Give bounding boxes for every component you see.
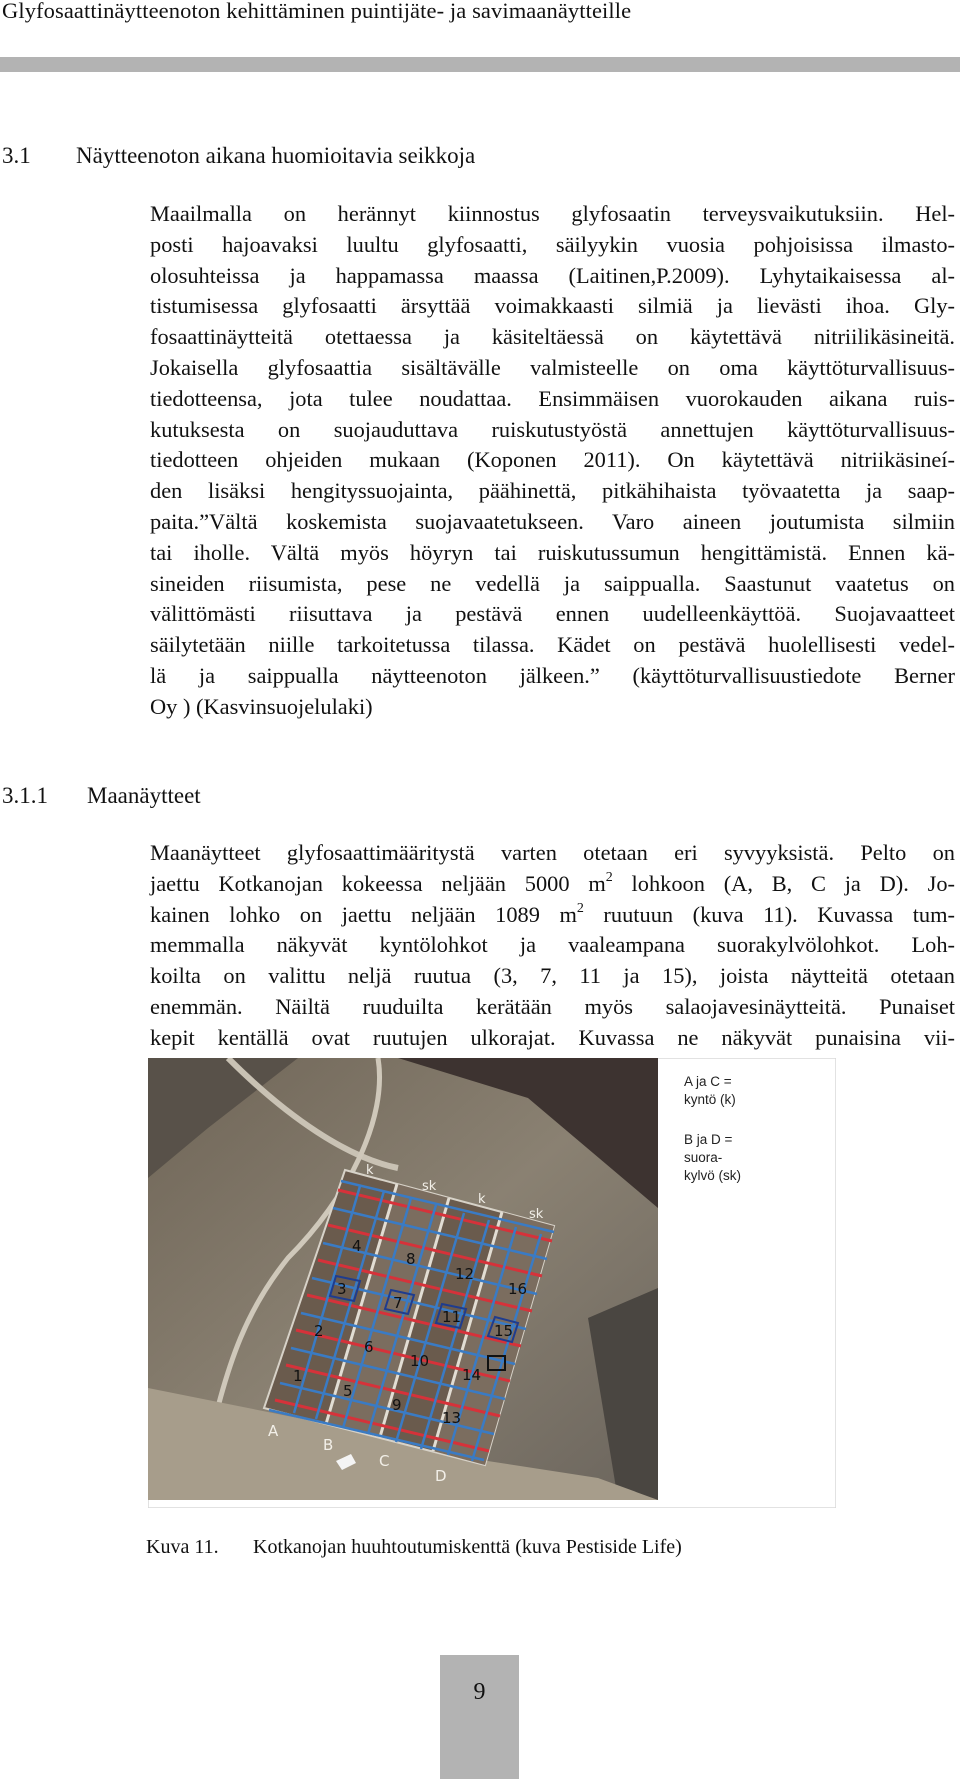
tillage-label: sk <box>422 1179 437 1194</box>
plot-label: 13 <box>442 1409 462 1427</box>
plot-label: 14 <box>462 1366 482 1384</box>
running-header: Glyfosaattinäytteenoton kehittäminen puintijäte- ja savimaanäytteille <box>2 0 632 23</box>
block-label: B <box>323 1436 334 1454</box>
subsection-number: 3.1.1 <box>2 783 48 808</box>
caption-text: Kotkanojan huuhtoutumiskenttä (kuva Pestiside Life) <box>253 1536 682 1558</box>
caption-number: Kuva 11. <box>146 1536 219 1558</box>
text-line: olosuhteissa ja happamassa maassa (Laitinen,P.2009). Lyhytaikaisessa al- <box>150 262 955 288</box>
text-line: fosaattinäytteitä otettaessa ja käsiteltäessä on käytettävä nitriilikäsineitä. <box>150 324 955 350</box>
subsection-title: Maanäytteet <box>87 783 201 808</box>
text-line: paita.”Vältä koskemista suojavaatetukseen. Varo aineen joutumista silmiin <box>150 508 955 534</box>
text-line: enemmän. Näiltä ruuduilta kerätään myös salaojavesinäytteitä. Punaiset <box>150 993 955 1019</box>
paragraph-soil-samples <box>150 838 955 1084</box>
section-heading <box>2 143 475 169</box>
text-line: sineiden riisumista, pese ne vedellä ja saippualla. Saastunut vaatetus on <box>150 570 955 596</box>
plot-label: 7 <box>393 1294 403 1312</box>
section-title: Näytteenoton aikana huomioitavia seikkoja <box>76 143 476 168</box>
text-line: kepit kentällä ovat ruutujen ulkorajat. Kuvassa ne näkyvät punaisina vii- <box>150 1024 955 1050</box>
legend-bd-line2: suora- <box>684 1150 723 1165</box>
text-line: Jokaisella glyfosaattia sisältävälle valmisteelle on oma käyttöturvallisuus- <box>150 354 955 380</box>
text-line: memmalla näkyvät kyntölohkot ja vaaleampana suorakylvölohkot. Loh- <box>150 932 955 958</box>
plot-label: 4 <box>352 1237 362 1255</box>
text-line: den lisäksi hengityssuojainta, päähinettä, pitkähihaista työvaatetta ja saap- <box>150 478 955 504</box>
text-line: tiedotteen ohjeiden mukaan (Koponen 2011). On käytettävä nitriikäsineí- <box>150 447 955 473</box>
plot-label: 12 <box>455 1265 475 1283</box>
legend-ac-line1: A ja C = <box>684 1074 732 1089</box>
subsection-heading <box>2 783 201 809</box>
header-rule <box>0 57 960 72</box>
block-label: C <box>379 1452 390 1470</box>
plot-label: 15 <box>494 1322 514 1340</box>
text-line: tai iholle. Vältä myös höyryn tai ruiskutussumun hengittämistä. Ennen kä- <box>150 539 955 565</box>
plot-label: 2 <box>314 1322 324 1340</box>
text-line <box>150 869 955 900</box>
plot-label: 9 <box>392 1396 402 1414</box>
text-line: lä ja saippualla näytteenoton jälkeen.” (käyttöturvallisuustiedote Berner <box>150 662 955 688</box>
text-line: Maailmalla on herännyt kiinnostus glyfosaatin terveysvaikutuksiin. Hel- <box>150 201 955 226</box>
plot-label: 6 <box>364 1338 374 1356</box>
text-line: Maanäytteet glyfosaattimääritystä varten otetaan eri syvyyksistä. Pelto on <box>150 840 955 865</box>
text-fragment: lohkoon (A, B, C ja D). Jo- <box>612 870 956 896</box>
block-label: A <box>268 1422 279 1440</box>
legend-ac-line2: kyntö (k) <box>684 1092 736 1107</box>
legend-bd-line3: kylvö (sk) <box>684 1168 741 1183</box>
text-line <box>150 900 955 931</box>
tillage-label: k <box>366 1163 374 1178</box>
plot-label: 8 <box>406 1250 416 1268</box>
page-footer <box>440 1655 519 1779</box>
plot-label: 16 <box>508 1280 528 1298</box>
text-line: säilytetään niille tarkoitetussa tilassa. Kädet on pestävä huolellisesti vedel- <box>150 632 955 658</box>
page-number: 9 <box>473 1679 486 1705</box>
text-line: kutuksesta on suojauduttava ruiskutustyöstä annettujen käyttöturvallisuus- <box>150 416 955 442</box>
text-line: välittömästi riisuttava ja pestävä ennen uudelleenkäyttöä. Suojavaatteet <box>150 601 955 627</box>
superscript: 2 <box>605 870 613 886</box>
text-line: tistumisessa glyfosaatti ärsyttää voimakkaasti silmiä ja lievästi ihoa. Gly- <box>150 293 955 319</box>
plot-label: 1 <box>293 1367 303 1385</box>
text-line: tiedotteensa, jota tulee noudattaa. Ensimmäisen vuorokauden aikana ruis- <box>150 385 955 411</box>
paragraph-health-effects <box>150 199 955 723</box>
superscript: 2 <box>576 901 584 917</box>
plot-label: 11 <box>442 1308 462 1326</box>
text-line: koilta on valittu neljä ruutua (3, 7, 11 ja 15), joista näytteitä otetaan <box>150 963 955 989</box>
text-fragment: jaettu Kotkanojan kokeessa neljään 5000 m <box>150 870 606 896</box>
aerial-field-photo <box>148 1058 836 1508</box>
plot-label: 3 <box>337 1280 347 1298</box>
tillage-label: sk <box>529 1207 544 1222</box>
plot-label: 10 <box>410 1352 430 1370</box>
figure-caption <box>146 1536 682 1559</box>
tillage-label: k <box>478 1192 486 1207</box>
field-map <box>148 1058 836 1508</box>
legend-bd-line1: B ja D = <box>684 1132 733 1147</box>
block-label: D <box>435 1467 447 1485</box>
text-line: posti hajoavaksi luultu glyfosaatti, säilyykin vuosia pohjoisissa ilmasto- <box>150 231 955 257</box>
text-fragment: ruutuun (kuva 11). Kuvassa tum- <box>583 901 955 927</box>
section-number: 3.1 <box>2 143 31 168</box>
text-line: Oy ) (Kasvinsuojelulaki) <box>150 693 373 719</box>
text-fragment: kainen lohko on jaettu neljään 1089 m <box>150 901 577 927</box>
plot-label: 5 <box>343 1382 353 1400</box>
